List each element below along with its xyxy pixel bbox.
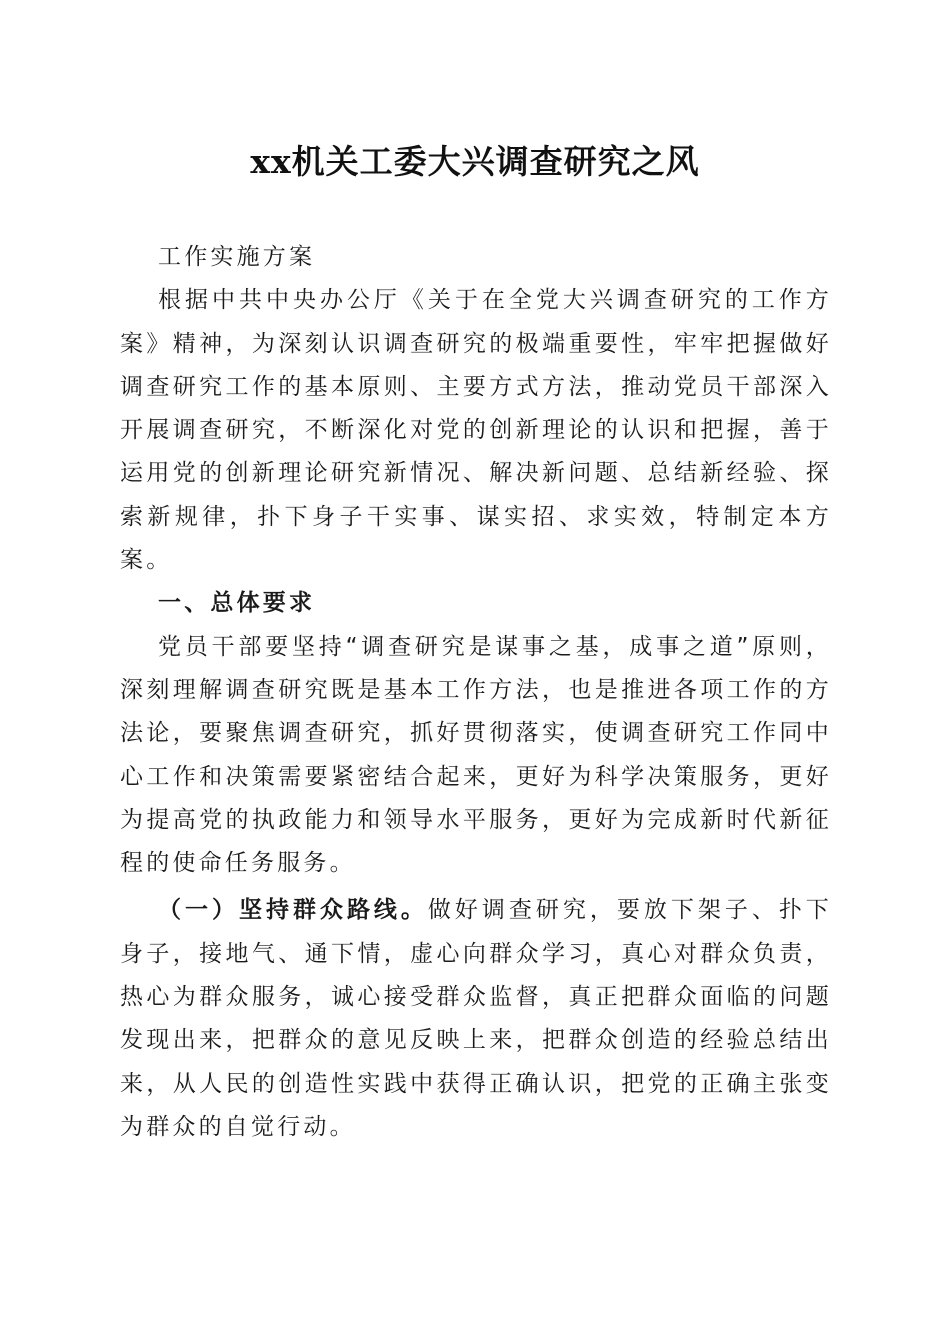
document-body [120,236,832,1149]
document-title: xx机关工委大兴调查研究之风 [250,142,700,181]
intro-paragraph: 根据中共中央办公厅《关于在全党大兴调查研究的工作方案》精神，为深刻认识调查研究的极端重要性，牢牢把握做好调查研究工作的基本原则、主要方式方法，推动党员干部深入开展调查研究，不断深化对党的创新理论的认识和把握，善于运用党的创新理论研究新情况、解决新问题、总结新经验、探索新规律，扑下身子干实事、谋实招、求实效，特制定本方案。 [120,287,832,574]
document-subtitle: 工作实施方案 [158,244,316,270]
item-lead: （一）坚持群众路线。 [158,897,428,924]
item-paragraph [120,889,832,1149]
item-text: 做好调查研究，要放下架子、扑下身子，接地气、通下情，虚心向群众学习，真心对群众负责，热心为群众服务，诚心接受群众监督，真正把群众面临的问题发现出来，把群众的意见反映上来，把群众创造的经验总结出来，从人民的创造性实践中获得正确认识，把党的正确主张变为群众的自觉行动。 [120,897,833,1140]
section-heading: 一、总体要求 [158,590,316,617]
section-paragraph: 党员干部要坚持“调查研究是谋事之基，成事之道”原则，深刻理解调查研究既是基本工作方法，也是推进各项工作的方法论，要聚焦调查研究，抓好贯彻落实，使调查研究工作同中心工作和决策需要紧密结合起来，更好为科学决策服务，更好为提高党的执政能力和领导水平服务，更好为完成新时代新征程的使命任务服务。 [120,633,832,877]
